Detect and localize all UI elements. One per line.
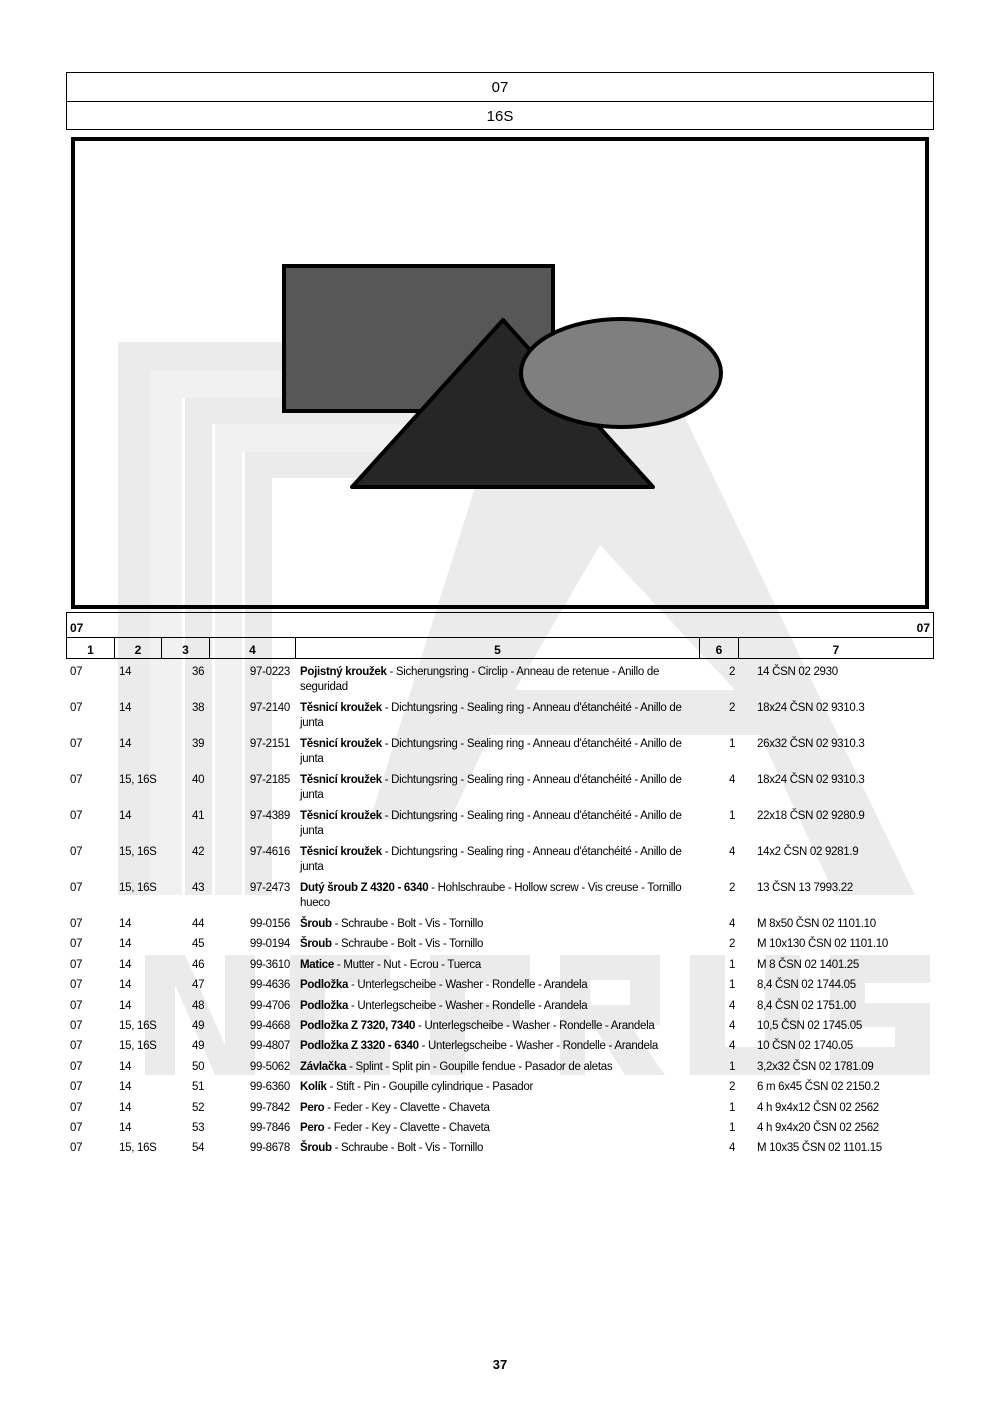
table-row [66, 958, 934, 978]
table-row [66, 665, 934, 701]
part-name: Kolík [300, 1081, 327, 1094]
cell-variant: 14 [119, 738, 132, 750]
table-row [66, 917, 934, 937]
cell-group: 07 [70, 738, 83, 750]
cell-group: 07 [70, 999, 83, 1012]
cell-quantity: 4 [728, 1040, 736, 1053]
cell-variant: 14 [119, 1060, 132, 1073]
cell-group: 07 [70, 938, 83, 951]
part-translations: - Mutter - Nut - Ecrou - Tuerca [334, 958, 481, 971]
cell-quantity: 2 [728, 666, 736, 678]
table-row [66, 845, 934, 881]
cell-specification: 22x18 ČSN 02 9280.9 [757, 810, 865, 822]
section-left: 07 [70, 621, 84, 635]
cell-description [300, 881, 704, 911]
cell-specification: 8,4 ČSN 02 1744.05 [757, 979, 856, 992]
cell-description [300, 1039, 704, 1054]
cell-quantity: 4 [728, 918, 736, 930]
part-name: Těsnicí kroužek [300, 810, 382, 822]
cell-group: 07 [70, 979, 83, 992]
cell-quantity: 2 [728, 882, 736, 894]
cell-variant: 15, 16S [119, 1019, 157, 1032]
cell-specification: 10,5 ČSN 02 1745.05 [757, 1019, 862, 1032]
part-translations: - Hohlschraube - Hollow screw - Vis creuse - Tornillo hueco [300, 882, 682, 909]
cell-quantity: 1 [728, 1121, 736, 1134]
cell-variant: 14 [119, 958, 132, 971]
cell-variant: 15, 16S [119, 846, 157, 858]
part-translations: - Dichtungsring - Sealing ring - Anneau d'étanchéité - Anillo de junta [300, 810, 682, 837]
table-row [66, 1121, 934, 1141]
col-header-6: 6 [700, 638, 739, 658]
cell-group: 07 [70, 666, 83, 678]
cell-quantity: 1 [728, 738, 736, 750]
cell-part-number: 99-7842 [249, 1101, 290, 1114]
part-name: Matice [300, 958, 334, 971]
table-row [66, 1019, 934, 1039]
cell-specification: 4 h 9x4x12 ČSN 02 2562 [757, 1101, 879, 1114]
cell-specification: 3,2x32 ČSN 02 1781.09 [757, 1060, 874, 1073]
col-header-4: 4 [210, 638, 296, 658]
part-name: Pero [300, 1101, 325, 1114]
cell-position: 49 [192, 1019, 205, 1032]
table-row [66, 809, 934, 845]
cell-part-number: 99-5062 [249, 1060, 290, 1073]
cell-group: 07 [70, 1101, 83, 1114]
cell-part-number: 99-4668 [249, 1019, 290, 1032]
cell-quantity: 2 [728, 1081, 736, 1094]
cell-part-number: 97-0223 [249, 666, 290, 678]
cell-variant: 15, 16S [119, 1142, 157, 1155]
cell-description [300, 958, 704, 973]
table-row [66, 1080, 934, 1100]
cell-part-number: 97-4616 [249, 846, 290, 858]
cell-description [300, 1121, 704, 1136]
cell-quantity: 1 [728, 1101, 736, 1114]
section-bar [66, 612, 934, 637]
cell-variant: 14 [119, 702, 132, 714]
cell-position: 38 [192, 702, 205, 714]
cell-specification: 18x24 ČSN 02 9310.3 [757, 702, 865, 714]
group-header [66, 72, 934, 102]
col-header-5: 5 [296, 638, 700, 658]
cell-quantity: 4 [728, 1019, 736, 1032]
cell-variant: 15, 16S [119, 1040, 157, 1053]
ellipse-shape [521, 319, 721, 427]
cell-description [300, 1141, 704, 1156]
cell-description [300, 999, 704, 1014]
part-translations: - Schraube - Bolt - Vis - Tornillo [331, 918, 484, 930]
part-name: Těsnicí kroužek [300, 738, 382, 750]
cell-group: 07 [70, 1019, 83, 1032]
page-number: 37 [492, 1357, 508, 1372]
part-translations: - Sicherungsring - Circlip - Anneau de retenue - Anillo de seguridad [300, 666, 660, 693]
cell-position: 52 [192, 1101, 205, 1114]
cell-description [300, 917, 704, 932]
cell-position: 47 [192, 979, 205, 992]
cell-quantity: 4 [728, 846, 736, 858]
cell-position: 41 [192, 810, 205, 822]
col-header-7: 7 [832, 643, 840, 657]
cell-position: 45 [192, 938, 205, 951]
cell-description [300, 737, 704, 767]
cell-group: 07 [70, 1081, 83, 1094]
cell-description [300, 937, 704, 952]
cell-group: 07 [70, 846, 83, 858]
cell-part-number: 97-4389 [249, 810, 290, 822]
cell-part-number: 97-2473 [249, 882, 290, 894]
cell-description [300, 1080, 704, 1095]
cell-position: 42 [192, 846, 205, 858]
cell-group: 07 [70, 702, 83, 714]
cell-variant: 14 [119, 666, 132, 678]
table-row [66, 999, 934, 1019]
cell-group: 07 [70, 1142, 83, 1155]
cell-part-number: 99-6360 [249, 1081, 290, 1094]
part-name: Dutý šroub Z 4320 - 6340 [300, 882, 429, 894]
cell-specification: M 10x130 ČSN 02 1101.10 [757, 938, 888, 951]
cell-group: 07 [70, 1040, 83, 1053]
part-name: Šroub [300, 1142, 332, 1155]
cell-description [300, 809, 704, 839]
part-translations: - Unterlegscheibe - Washer - Rondelle - Arandela [348, 999, 588, 1012]
part-name: Podložka Z 3320 - 6340 [300, 1040, 419, 1053]
cell-variant: 14 [119, 979, 132, 992]
cell-variant: 14 [119, 1121, 132, 1134]
cell-part-number: 99-0194 [249, 938, 290, 951]
cell-position: 48 [192, 999, 205, 1012]
cell-description [300, 845, 704, 875]
cell-description [300, 701, 704, 731]
cell-position: 39 [192, 738, 205, 750]
cell-description [300, 1101, 704, 1116]
table-row [66, 1060, 934, 1080]
cell-part-number: 99-3610 [249, 958, 290, 971]
parts-figure-frame [71, 137, 929, 609]
cell-specification: M 10x35 ČSN 02 1101.15 [757, 1142, 882, 1155]
cell-variant: 14 [119, 1101, 132, 1114]
cell-group: 07 [70, 958, 83, 971]
cell-specification: 14x2 ČSN 02 9281.9 [757, 846, 859, 858]
cell-specification: 18x24 ČSN 02 9310.3 [757, 774, 865, 786]
cell-part-number: 97-2151 [249, 738, 290, 750]
cell-variant: 15, 16S [119, 882, 157, 894]
cell-quantity: 2 [728, 938, 736, 951]
cell-quantity: 4 [728, 999, 736, 1012]
cell-part-number: 99-8678 [249, 1142, 290, 1155]
cell-position: 44 [192, 918, 205, 930]
cell-group: 07 [70, 810, 83, 822]
table-row [66, 701, 934, 737]
table-row [66, 937, 934, 957]
cell-quantity: 1 [728, 1060, 736, 1073]
part-name: Těsnicí kroužek [300, 774, 382, 786]
cell-position: 53 [192, 1121, 205, 1134]
cell-position: 46 [192, 958, 205, 971]
part-translations: - Schraube - Bolt - Vis - Tornillo [331, 1142, 484, 1155]
placeholder-illustration [75, 141, 925, 605]
table-row [66, 1101, 934, 1121]
col-header-3: 3 [162, 638, 210, 658]
part-name: Těsnicí kroužek [300, 846, 382, 858]
col-header-2: 2 [115, 638, 162, 658]
cell-specification: 26x32 ČSN 02 9310.3 [757, 738, 865, 750]
cell-specification: 6 m 6x45 ČSN 02 2150.2 [757, 1081, 880, 1094]
cell-part-number: 99-0156 [249, 918, 290, 930]
model-name: 16S [486, 108, 514, 125]
cell-position: 50 [192, 1060, 205, 1073]
cell-description [300, 1060, 704, 1075]
cell-group: 07 [70, 774, 83, 786]
cell-group: 07 [70, 882, 83, 894]
cell-position: 51 [192, 1081, 205, 1094]
cell-part-number: 99-4636 [249, 979, 290, 992]
cell-quantity: 2 [728, 702, 736, 714]
part-translations: - Unterlegscheibe - Washer - Rondelle - Arandela [418, 1040, 658, 1053]
cell-specification: 8,4 ČSN 02 1751.00 [757, 999, 856, 1012]
part-name: Podložka Z 7320, 7340 [300, 1019, 416, 1032]
part-translations: - Dichtungsring - Sealing ring - Anneau d'étanchéité - Anillo de junta [300, 846, 682, 873]
table-row [66, 737, 934, 773]
cell-description [300, 978, 704, 993]
part-name: Šroub [300, 918, 332, 930]
cell-position: 36 [192, 666, 205, 678]
part-name: Podložka [300, 979, 349, 992]
table-row [66, 1141, 934, 1161]
cell-specification: M 8 ČSN 02 1401.25 [757, 958, 859, 971]
part-translations: - Unterlegscheibe - Washer - Rondelle - Arandela [348, 979, 588, 992]
cell-quantity: 1 [728, 810, 736, 822]
cell-specification: 4 h 9x4x20 ČSN 02 2562 [757, 1121, 879, 1134]
part-name: Pojistný kroužek [300, 666, 387, 678]
table-row [66, 773, 934, 809]
cell-group: 07 [70, 918, 83, 930]
cell-group: 07 [70, 1060, 83, 1073]
part-translations: - Splint - Split pin - Goupille fendue - Pasador de aletas [346, 1060, 613, 1073]
cell-variant: 15, 16S [119, 774, 157, 786]
cell-variant: 14 [119, 999, 132, 1012]
cell-part-number: 99-4807 [249, 1040, 290, 1053]
part-translations: - Feder - Key - Clavette - Chaveta [324, 1101, 490, 1114]
part-translations: - Schraube - Bolt - Vis - Tornillo [331, 938, 484, 951]
cell-variant: 14 [119, 810, 132, 822]
cell-part-number: 97-2185 [249, 774, 290, 786]
part-name: Pero [300, 1121, 325, 1134]
part-translations: - Dichtungsring - Sealing ring - Anneau d'étanchéité - Anillo de junta [300, 702, 682, 729]
cell-variant: 14 [119, 1081, 132, 1094]
part-name: Šroub [300, 938, 332, 951]
cell-specification: 13 ČSN 13 7993.22 [757, 882, 853, 894]
parts-table-body [66, 665, 934, 1162]
cell-description [300, 773, 704, 803]
table-row [66, 1039, 934, 1059]
cell-description [300, 1019, 704, 1034]
cell-part-number: 99-7846 [249, 1121, 290, 1134]
col-header-1: 1 [67, 638, 115, 658]
cell-part-number: 97-2140 [249, 702, 290, 714]
cell-variant: 14 [119, 938, 132, 951]
cell-part-number: 99-4706 [249, 999, 290, 1012]
cell-position: 40 [192, 774, 205, 786]
group-number: 07 [491, 79, 509, 96]
part-translations: - Unterlegscheibe - Washer - Rondelle - Arandela [415, 1019, 655, 1032]
cell-group: 07 [70, 1121, 83, 1134]
cell-position: 54 [192, 1142, 205, 1155]
cell-quantity: 1 [728, 979, 736, 992]
cell-specification: 10 ČSN 02 1740.05 [757, 1040, 853, 1053]
cell-specification: 14 ČSN 02 2930 [757, 666, 838, 678]
part-name: Podložka [300, 999, 349, 1012]
part-name: Těsnicí kroužek [300, 702, 382, 714]
cell-quantity: 4 [728, 1142, 736, 1155]
table-row [66, 978, 934, 998]
cell-description [300, 665, 704, 695]
part-translations: - Dichtungsring - Sealing ring - Anneau d'étanchéité - Anillo de junta [300, 774, 682, 801]
cell-quantity: 4 [728, 774, 736, 786]
part-translations: - Feder - Key - Clavette - Chaveta [324, 1121, 490, 1134]
cell-position: 43 [192, 882, 205, 894]
part-translations: - Stift - Pin - Goupille cylindrique - Pasador [326, 1081, 534, 1094]
table-row [66, 881, 934, 917]
part-translations: - Dichtungsring - Sealing ring - Anneau d'étanchéité - Anillo de junta [300, 738, 682, 765]
cell-quantity: 1 [728, 958, 736, 971]
section-right: 07 [916, 621, 930, 635]
table-header [66, 637, 934, 659]
cell-position: 49 [192, 1040, 205, 1053]
model-header [66, 101, 934, 130]
cell-specification: M 8x50 ČSN 02 1101.10 [757, 918, 876, 930]
cell-variant: 14 [119, 918, 132, 930]
part-name: Závlačka [300, 1060, 347, 1073]
